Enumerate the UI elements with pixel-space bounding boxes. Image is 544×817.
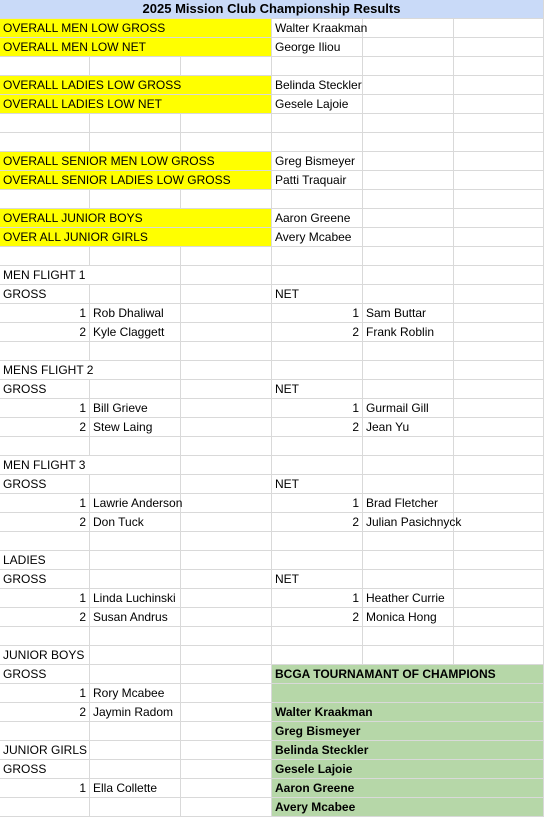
empty-cell[interactable] — [181, 494, 272, 513]
sheet-row — [0, 228, 544, 247]
empty-cell[interactable] — [90, 532, 181, 551]
bcga-name[interactable]: Gesele Lajoie — [272, 760, 544, 779]
award-winner[interactable]: Belinda Steckler — [272, 76, 363, 95]
award-label[interactable]: OVERALL LADIES LOW NET — [0, 95, 272, 114]
empty-cell[interactable] — [181, 133, 272, 152]
empty-cell[interactable] — [363, 247, 454, 266]
empty-cell[interactable] — [181, 266, 272, 285]
empty-cell[interactable] — [272, 57, 363, 76]
empty-cell[interactable] — [272, 437, 363, 456]
place[interactable]: 2 — [272, 323, 363, 342]
empty-cell[interactable] — [454, 418, 544, 437]
bcga-name[interactable]: Aaron Greene — [272, 779, 544, 798]
empty-cell[interactable] — [90, 741, 181, 760]
sheet-row — [0, 38, 544, 57]
empty-cell[interactable] — [272, 133, 363, 152]
empty-cell[interactable] — [454, 342, 544, 361]
empty-cell[interactable] — [272, 361, 363, 380]
empty-cell[interactable] — [363, 627, 454, 646]
empty-cell[interactable] — [181, 399, 272, 418]
player-name[interactable]: Lawrie Anderson — [90, 494, 181, 513]
empty-cell[interactable] — [454, 646, 544, 665]
empty-cell[interactable] — [454, 209, 544, 228]
gross-label[interactable]: GROSS — [0, 760, 90, 779]
player-name[interactable]: Bill Grieve — [90, 399, 181, 418]
empty-cell[interactable] — [454, 627, 544, 646]
player-name[interactable]: Julian Pasichnyck — [363, 513, 454, 532]
empty-cell[interactable] — [90, 57, 181, 76]
empty-cell[interactable] — [0, 190, 90, 209]
sheet-row — [0, 266, 544, 285]
sheet-row — [0, 627, 544, 646]
empty-cell[interactable] — [454, 323, 544, 342]
flight-name[interactable]: MEN FLIGHT 1 — [0, 266, 181, 285]
empty-cell[interactable] — [90, 760, 181, 779]
empty-cell[interactable] — [0, 57, 90, 76]
empty-cell[interactable] — [90, 190, 181, 209]
empty-cell[interactable] — [454, 513, 544, 532]
net-label[interactable]: NET — [272, 285, 363, 304]
sheet-row — [0, 304, 544, 323]
sheet-row — [0, 323, 544, 342]
empty-cell[interactable] — [90, 570, 181, 589]
empty-cell[interactable] — [272, 627, 363, 646]
empty-cell[interactable] — [181, 437, 272, 456]
player-name[interactable]: Sam Buttar — [363, 304, 454, 323]
empty-cell[interactable] — [181, 589, 272, 608]
empty-cell[interactable] — [363, 570, 454, 589]
award-winner[interactable]: Walter Kraakman — [272, 19, 363, 38]
empty-cell[interactable] — [181, 646, 272, 665]
player-name[interactable]: Ella Collette — [90, 779, 181, 798]
sheet-row — [0, 513, 544, 532]
place[interactable]: 1 — [0, 589, 90, 608]
sheet-row — [0, 361, 544, 380]
gross-label[interactable]: GROSS — [0, 570, 90, 589]
empty-cell[interactable] — [181, 760, 272, 779]
player-name[interactable]: Rob Dhaliwal — [90, 304, 181, 323]
empty-cell[interactable] — [363, 171, 454, 190]
empty-cell[interactable] — [90, 380, 181, 399]
empty-cell[interactable] — [454, 551, 544, 570]
empty-cell[interactable] — [454, 608, 544, 627]
sheet-row — [0, 551, 544, 570]
player-name[interactable]: Linda Luchinski — [90, 589, 181, 608]
gross-label[interactable]: GROSS — [0, 475, 90, 494]
player-name[interactable]: Kyle Claggett — [90, 323, 181, 342]
place[interactable]: 2 — [272, 608, 363, 627]
player-name[interactable]: Monica Hong — [363, 608, 454, 627]
bcga-name[interactable]: Belinda Steckler — [272, 741, 544, 760]
empty-cell[interactable] — [181, 475, 272, 494]
empty-cell[interactable] — [90, 798, 181, 817]
empty-cell[interactable] — [363, 266, 454, 285]
empty-cell[interactable] — [181, 361, 272, 380]
player-name[interactable]: Rory Mcabee — [90, 684, 181, 703]
sheet-row — [0, 190, 544, 209]
empty-cell[interactable] — [181, 418, 272, 437]
empty-cell[interactable] — [454, 190, 544, 209]
empty-cell[interactable] — [90, 475, 181, 494]
place[interactable]: 1 — [272, 304, 363, 323]
empty-cell[interactable] — [454, 532, 544, 551]
award-label[interactable]: OVERALL JUNIOR BOYS — [0, 209, 272, 228]
sheet-row — [0, 589, 544, 608]
sheet-row — [0, 95, 544, 114]
empty-cell[interactable] — [363, 76, 454, 95]
place[interactable]: 1 — [0, 494, 90, 513]
sheet-title[interactable]: 2025 Mission Club Championship Results — [0, 0, 544, 19]
empty-cell[interactable] — [181, 323, 272, 342]
empty-cell[interactable] — [0, 437, 90, 456]
sheet-row — [0, 437, 544, 456]
award-label[interactable]: OVERALL MEN LOW GROSS — [0, 19, 272, 38]
sheet-row — [0, 722, 544, 741]
empty-cell[interactable] — [454, 152, 544, 171]
bcga-name[interactable]: Walter Kraakman — [272, 703, 544, 722]
empty-cell[interactable] — [90, 342, 181, 361]
empty-cell[interactable] — [454, 437, 544, 456]
empty-cell[interactable] — [454, 57, 544, 76]
empty-cell[interactable] — [0, 114, 90, 133]
place[interactable]: 1 — [272, 399, 363, 418]
empty-cell[interactable] — [454, 494, 544, 513]
sheet-row — [0, 532, 544, 551]
empty-cell[interactable] — [454, 266, 544, 285]
award-winner[interactable]: Patti Traquair — [272, 171, 363, 190]
award-winner[interactable]: George Iliou — [272, 38, 363, 57]
award-winner[interactable]: Avery Mcabee — [272, 228, 363, 247]
sheet-row — [0, 741, 544, 760]
award-winner[interactable]: Greg Bismeyer — [272, 152, 363, 171]
sheet-row — [0, 114, 544, 133]
sheet-row — [0, 456, 544, 475]
empty-cell[interactable] — [181, 779, 272, 798]
player-name[interactable]: Jaymin Radom — [90, 703, 181, 722]
sheet-row — [0, 57, 544, 76]
flight-name[interactable]: LADIES — [0, 551, 90, 570]
award-winner[interactable]: Gesele Lajoie — [272, 95, 363, 114]
player-name[interactable]: Susan Andrus — [90, 608, 181, 627]
empty-cell[interactable] — [272, 551, 363, 570]
empty-cell[interactable] — [272, 646, 363, 665]
empty-cell[interactable] — [181, 684, 272, 703]
empty-cell[interactable] — [181, 285, 272, 304]
empty-cell[interactable] — [454, 399, 544, 418]
sheet-row — [0, 76, 544, 95]
empty-cell[interactable] — [181, 665, 272, 684]
empty-cell[interactable] — [363, 57, 454, 76]
place[interactable]: 2 — [0, 418, 90, 437]
empty-cell[interactable] — [181, 722, 272, 741]
empty-cell[interactable] — [181, 342, 272, 361]
empty-cell[interactable] — [0, 798, 90, 817]
player-name[interactable]: Jean Yu — [363, 418, 454, 437]
empty-cell[interactable] — [454, 95, 544, 114]
empty-cell[interactable] — [454, 285, 544, 304]
bcga-name[interactable]: Avery Mcabee — [272, 798, 544, 817]
empty-cell[interactable] — [181, 114, 272, 133]
empty-cell[interactable] — [272, 532, 363, 551]
place[interactable]: 1 — [0, 684, 90, 703]
sheet-row — [0, 171, 544, 190]
player-name[interactable]: Stew Laing — [90, 418, 181, 437]
empty-cell[interactable] — [363, 114, 454, 133]
empty-cell[interactable] — [0, 532, 90, 551]
place[interactable]: 1 — [0, 399, 90, 418]
sheet-row — [0, 798, 544, 817]
net-label[interactable]: NET — [272, 570, 363, 589]
sheet-row — [0, 779, 544, 798]
bcga-cell[interactable] — [272, 684, 544, 703]
empty-cell[interactable] — [90, 114, 181, 133]
sheet-row — [0, 760, 544, 779]
sheet-row — [0, 285, 544, 304]
empty-cell[interactable] — [181, 304, 272, 323]
empty-cell[interactable] — [181, 703, 272, 722]
empty-cell[interactable] — [363, 228, 454, 247]
empty-cell[interactable] — [181, 532, 272, 551]
empty-cell[interactable] — [454, 247, 544, 266]
place[interactable]: 2 — [0, 323, 90, 342]
empty-cell[interactable] — [454, 76, 544, 95]
empty-cell[interactable] — [454, 475, 544, 494]
sheet-row — [0, 570, 544, 589]
place[interactable]: 1 — [272, 494, 363, 513]
empty-cell[interactable] — [454, 570, 544, 589]
gross-label[interactable]: GROSS — [0, 665, 90, 684]
empty-cell[interactable] — [272, 266, 363, 285]
empty-cell[interactable] — [181, 570, 272, 589]
empty-cell[interactable] — [90, 437, 181, 456]
sheet-row — [0, 665, 544, 684]
sheet-row — [0, 608, 544, 627]
sheet-row — [0, 380, 544, 399]
empty-cell[interactable] — [181, 57, 272, 76]
empty-cell[interactable] — [90, 551, 181, 570]
empty-cell[interactable] — [0, 342, 90, 361]
empty-cell[interactable] — [454, 228, 544, 247]
empty-cell[interactable] — [363, 38, 454, 57]
empty-cell[interactable] — [363, 475, 454, 494]
empty-cell[interactable] — [0, 722, 90, 741]
bcga-title[interactable]: BCGA TOURNAMANT OF CHAMPIONS — [272, 665, 544, 684]
empty-cell[interactable] — [272, 247, 363, 266]
empty-cell[interactable] — [181, 608, 272, 627]
empty-cell[interactable] — [181, 551, 272, 570]
place[interactable]: 1 — [0, 779, 90, 798]
sheet-row — [0, 209, 544, 228]
player-name[interactable]: Don Tuck — [90, 513, 181, 532]
empty-cell[interactable] — [363, 342, 454, 361]
award-label[interactable]: OVERALL SENIOR LADIES LOW GROSS — [0, 171, 272, 190]
empty-cell[interactable] — [363, 361, 454, 380]
award-winner[interactable]: Aaron Greene — [272, 209, 363, 228]
empty-cell[interactable] — [363, 209, 454, 228]
player-name[interactable]: Brad Fletcher — [363, 494, 454, 513]
empty-cell[interactable] — [272, 456, 363, 475]
empty-cell[interactable] — [363, 152, 454, 171]
flight-name[interactable]: MENS FLIGHT 2 — [0, 361, 181, 380]
empty-cell[interactable] — [181, 247, 272, 266]
empty-cell[interactable] — [181, 190, 272, 209]
empty-cell[interactable] — [90, 665, 181, 684]
player-name[interactable]: Frank Roblin — [363, 323, 454, 342]
empty-cell[interactable] — [363, 456, 454, 475]
empty-cell[interactable] — [90, 285, 181, 304]
empty-cell[interactable] — [454, 133, 544, 152]
empty-cell[interactable] — [454, 589, 544, 608]
award-label[interactable]: OVERALL LADIES LOW GROSS — [0, 76, 272, 95]
place[interactable]: 2 — [272, 418, 363, 437]
empty-cell[interactable] — [363, 190, 454, 209]
sheet-row — [0, 475, 544, 494]
sheet-row — [0, 684, 544, 703]
empty-cell[interactable] — [454, 456, 544, 475]
empty-cell[interactable] — [272, 114, 363, 133]
empty-cell[interactable] — [272, 342, 363, 361]
award-label[interactable]: OVERALL SENIOR MEN LOW GROSS — [0, 152, 272, 171]
gross-label[interactable]: GROSS — [0, 285, 90, 304]
sheet-row — [0, 418, 544, 437]
empty-cell[interactable] — [90, 247, 181, 266]
sheet-row — [0, 19, 544, 38]
place[interactable]: 1 — [0, 304, 90, 323]
sheet-row — [0, 247, 544, 266]
award-label[interactable]: OVER ALL JUNIOR GIRLS — [0, 228, 272, 247]
sheet-row — [0, 646, 544, 665]
sheet-row — [0, 152, 544, 171]
empty-cell[interactable] — [181, 456, 272, 475]
net-label[interactable]: NET — [272, 475, 363, 494]
empty-cell[interactable] — [90, 722, 181, 741]
empty-cell[interactable] — [363, 646, 454, 665]
empty-cell[interactable] — [454, 380, 544, 399]
player-name[interactable]: Heather Currie — [363, 589, 454, 608]
bcga-name[interactable]: Greg Bismeyer — [272, 722, 544, 741]
empty-cell[interactable] — [363, 19, 454, 38]
empty-cell[interactable] — [363, 95, 454, 114]
empty-cell[interactable] — [272, 190, 363, 209]
flight-name[interactable]: JUNIOR BOYS — [0, 646, 90, 665]
empty-cell[interactable] — [181, 741, 272, 760]
sheet-row — [0, 133, 544, 152]
empty-cell[interactable] — [454, 38, 544, 57]
flight-name[interactable]: JUNIOR GIRLS — [0, 741, 90, 760]
empty-cell[interactable] — [363, 380, 454, 399]
empty-cell[interactable] — [0, 247, 90, 266]
sheet-row — [0, 399, 544, 418]
empty-cell[interactable] — [181, 627, 272, 646]
empty-cell[interactable] — [90, 627, 181, 646]
sheet-row — [0, 494, 544, 513]
empty-cell[interactable] — [454, 171, 544, 190]
empty-cell[interactable] — [90, 646, 181, 665]
empty-cell[interactable] — [454, 361, 544, 380]
empty-cell[interactable] — [181, 380, 272, 399]
empty-cell[interactable] — [363, 551, 454, 570]
empty-cell[interactable] — [363, 532, 454, 551]
empty-cell[interactable] — [363, 285, 454, 304]
empty-cell[interactable] — [363, 133, 454, 152]
empty-cell[interactable] — [181, 513, 272, 532]
empty-cell[interactable] — [0, 627, 90, 646]
place[interactable]: 2 — [0, 513, 90, 532]
empty-cell[interactable] — [454, 19, 544, 38]
place[interactable]: 2 — [0, 608, 90, 627]
empty-cell[interactable] — [363, 437, 454, 456]
empty-cell[interactable] — [90, 133, 181, 152]
player-name[interactable]: Gurmail Gill — [363, 399, 454, 418]
gross-label[interactable]: GROSS — [0, 380, 90, 399]
empty-cell[interactable] — [0, 133, 90, 152]
sheet-row — [0, 703, 544, 722]
empty-cell[interactable] — [454, 114, 544, 133]
flight-name[interactable]: MEN FLIGHT 3 — [0, 456, 181, 475]
place[interactable]: 2 — [0, 703, 90, 722]
sheet-row — [0, 0, 544, 19]
sheet-row — [0, 342, 544, 361]
award-label[interactable]: OVERALL MEN LOW NET — [0, 38, 272, 57]
empty-cell[interactable] — [454, 304, 544, 323]
place[interactable]: 1 — [272, 589, 363, 608]
empty-cell[interactable] — [181, 798, 272, 817]
place[interactable]: 2 — [272, 513, 363, 532]
net-label[interactable]: NET — [272, 380, 363, 399]
